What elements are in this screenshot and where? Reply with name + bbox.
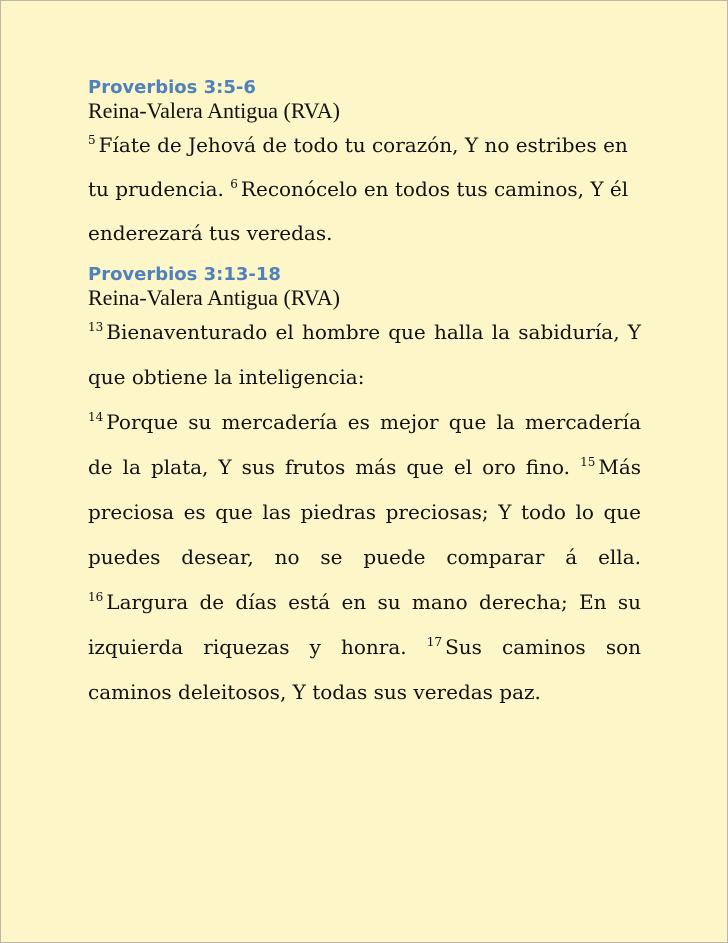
bible-version: Reina-Valera Antigua (RVA) — [88, 98, 340, 123]
passage-reference: Proverbios 3:5-6 — [88, 77, 256, 98]
passage-section — [88, 263, 641, 715]
verse-text: Reconócelo en todos tus caminos, Y él enderezará tus veredas. — [88, 177, 629, 245]
verse-text: Bienaventurado el hombre que halla la sabiduría, Y que obtiene la inteligencia: — [88, 320, 641, 389]
verse-text: Fíate de Jehová de todo tu corazón, Y no estribes en tu prudencia. — [88, 133, 628, 201]
verse-number: 5 — [88, 133, 96, 147]
verse-number: 6 — [230, 177, 238, 191]
verse-number: 14 — [88, 410, 104, 424]
verse-number: 17 — [426, 635, 443, 649]
verse-text: Sus caminos son caminos deleitosos, Y todas sus veredas paz. — [88, 635, 642, 704]
passage-text — [88, 310, 641, 715]
verse-text: Más preciosa es que las piedras preciosas; Y todo lo que puedes desear, no se puede comparar á ella. — [88, 455, 642, 569]
document-body — [88, 76, 641, 715]
verse-text: Porque su mercadería es mejor que la mercadería de la plata, Y sus frutos más que el oro fino. — [88, 410, 641, 479]
bible-version: Reina-Valera Antigua (RVA) — [88, 285, 340, 310]
verse-number: 13 — [88, 320, 104, 334]
passage-reference: Proverbios 3:13-18 — [88, 264, 281, 285]
passage-section — [88, 76, 641, 255]
verse-text: Largura de días está en su mano derecha; En su izquierda riquezas y honra. — [88, 590, 641, 659]
verse-number: 16 — [88, 590, 104, 604]
passage-text — [88, 123, 641, 255]
verse-number: 15 — [580, 455, 596, 469]
